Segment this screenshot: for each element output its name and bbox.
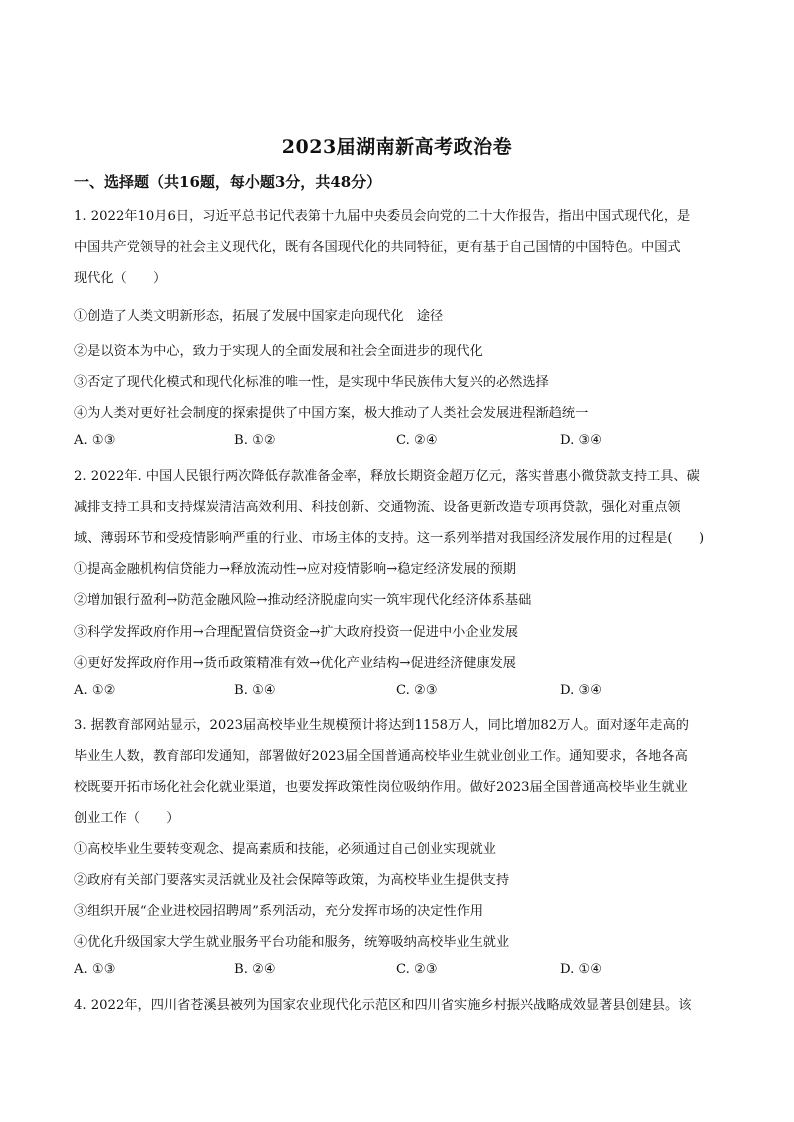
q1-stem-line-1: 1. 2022年10月6日，习近平总书记代表第十九届中央委员会向党的二十大作报告，指出中国式现代化，是: [74, 209, 691, 224]
q3-item-2: ②政府有关部门要落实灵活就业及社会保障等政策，为高校毕业生提供支持: [74, 873, 510, 888]
section-heading: 一、选择题（共16题，每小题3分，共48分）: [74, 173, 382, 191]
q1-item-1: ①创造了人类文明新形态，拓展了发展中国家走向现代化 途径: [74, 309, 444, 324]
q2-item-2: ②增加银行盈利→防范金融风险→推动经济脱虚向实一筑牢现代化经济体系基础: [74, 593, 532, 608]
q3-option-b: B. ②④: [234, 962, 276, 977]
q3-stem-line-1: 3. 据教育部网站显示，2023届高校毕业生规模预计将达到1158万人，同比增加82万人。面对逐年走高的: [74, 718, 689, 733]
q3-stem-line-2: 毕业生人数，教育部印发通知，部署做好2023届全国普通高校毕业生就业创业工作。通知要求，各地各高: [74, 749, 688, 764]
q1-item-3: ③否定了现代化模式和现代化标准的唯一性，是实现中华民族伟大复兴的必然选择: [74, 375, 549, 390]
q1-option-d: D. ③④: [560, 433, 603, 448]
q4-stem-line-1: 4. 2022年，四川省苍溪县被列为国家农业现代化示范区和四川省实施乡村振兴战略成效显著县创建县。该: [74, 998, 692, 1013]
q2-stem-line-3: 域、薄弱环节和受疫情影响严重的行业、市场主体的支持。这一系列举措对我国经济发展作用的过程是( ): [74, 531, 705, 546]
q2-option-a: A. ①②: [74, 683, 116, 698]
q3-item-1: ①高校毕业生要转变观念、提高素质和技能，必须通过自己创业实现就业: [74, 842, 496, 857]
q2-item-3: ③科学发挥政府作用→合理配置信贷资金→扩大政府投资一促进中小企业发展: [74, 625, 519, 640]
q1-option-b: B. ①②: [234, 433, 276, 448]
q2-stem-line-1: 2. 2022年. 中国人民银行两次降低存款准备金率，释放长期资金超万亿元，落实普惠小微贷款支持工具、碳: [74, 469, 700, 484]
q1-item-4: ④为人类对更好社会制度的探索提供了中国方案，极大推动了人类社会发展进程渐趋统一: [74, 406, 589, 421]
q3-item-3: ③组织开展“企业进校园招聘周”系列活动，充分发挥市场的决定性作用: [74, 904, 484, 919]
q3-item-4: ④优化升级国家大学生就业服务平台功能和服务，统筹吸纳高校毕业生就业: [74, 935, 510, 950]
q3-stem-line-3: 校既要开拓市场化社会化就业渠道，也要发挥政策性岗位吸纳作用。做好2023届全国普通高校毕业生就业: [74, 780, 688, 795]
q3-option-a: A. ①③: [74, 962, 116, 977]
q3-option-d: D. ①④: [560, 962, 603, 977]
q2-option-d: D. ③④: [560, 683, 603, 698]
q3-option-c: C. ②③: [396, 962, 438, 977]
q2-item-1: ①提高金融机构信贷能力→释放流动性→应对疫情影响→稳定经济发展的预期: [74, 562, 516, 577]
q1-option-a: A. ①③: [74, 433, 116, 448]
q2-item-4: ④更好发挥政府作用→货币政策精准有效→优化产业结构→促进经济健康发展: [74, 656, 516, 671]
q1-item-2: ②是以资本为中心，致力于实现人的全面发展和社会全面进步的现代化: [74, 344, 483, 359]
q1-stem-line-3: 现代化（ ）: [74, 271, 167, 286]
q2-option-b: B. ①④: [234, 683, 276, 698]
q2-option-c: C. ②③: [396, 683, 438, 698]
q1-option-c: C. ②④: [396, 433, 438, 448]
q2-stem-line-2: 减排支持工具和支持煤炭清洁高效利用、科技创新、交通物流、设备更新改造专项再贷款，强化对重点领: [74, 500, 681, 515]
q1-stem-line-2: 中国共产党领导的社会主义现代化，既有各国现代化的共同特征，更有基于自己国情的中国特色。中国式: [74, 240, 681, 255]
q3-stem-line-4: 创业工作（ ）: [74, 811, 180, 826]
page-title: 2023届湖南新高考政治卷: [281, 136, 513, 158]
